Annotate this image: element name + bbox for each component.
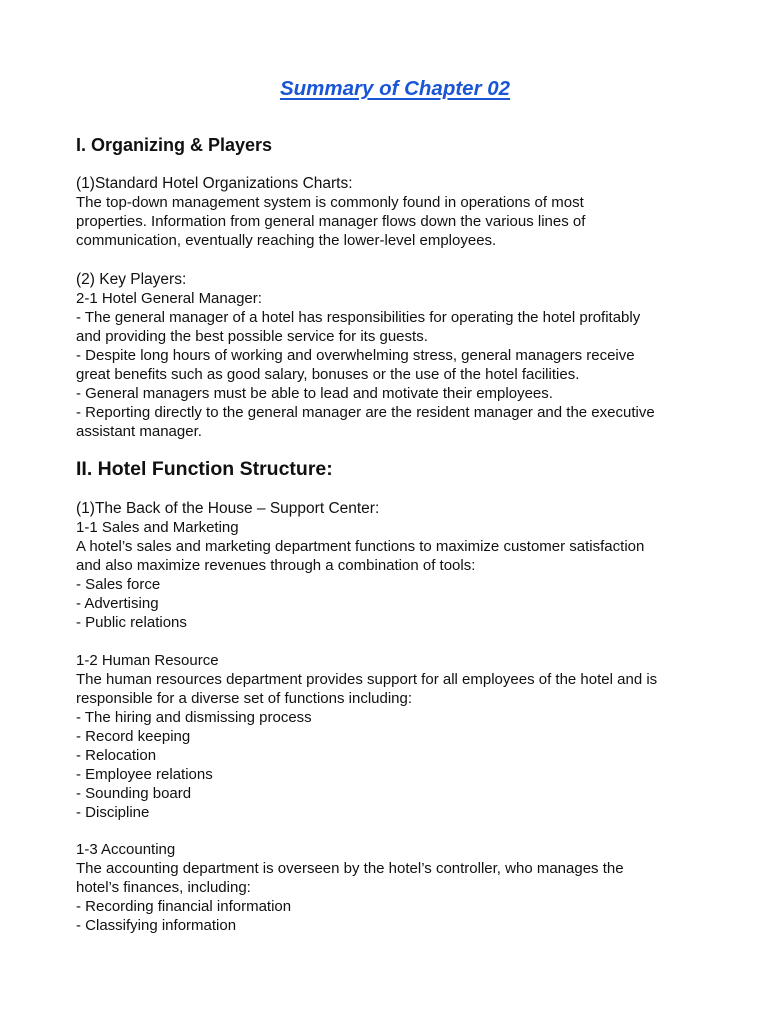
- paragraph-line: (2) Key Players:: [76, 271, 187, 288]
- paragraph-line: properties. Information from general manager flows down the various lines of: [76, 213, 586, 230]
- paragraph-line: - Employee relations: [76, 766, 213, 783]
- paragraph-accounting: [76, 840, 716, 935]
- paragraph-key-players: [76, 270, 716, 441]
- paragraph-line: hotel’s finances, including:: [76, 879, 251, 896]
- paragraph-line: and providing the best possible service for its guests.: [76, 328, 428, 345]
- paragraph-line: - Advertising: [76, 595, 159, 612]
- document-title: Summary of Chapter 02: [279, 77, 511, 100]
- paragraph-line: - Despite long hours of working and overwhelming stress, general managers receive: [76, 347, 635, 364]
- paragraph-line: communication, eventually reaching the lower-level employees.: [76, 232, 497, 249]
- paragraph-line: - Reporting directly to the general manager are the resident manager and the executive: [76, 404, 655, 421]
- paragraph-line: 2-1 Hotel General Manager:: [76, 290, 262, 307]
- paragraph-line: - The hiring and dismissing process: [76, 709, 312, 726]
- paragraph-line: The top-down management system is commonly found in operations of most: [76, 194, 584, 211]
- paragraph-line: 1-1 Sales and Marketing: [76, 519, 239, 536]
- paragraph-line: - Sounding board: [76, 785, 192, 802]
- paragraph-sales-marketing: [76, 499, 716, 632]
- paragraph-line: The accounting department is overseen by the hotel’s controller, who manages the: [76, 860, 624, 877]
- paragraph-line: - Relocation: [76, 747, 157, 764]
- paragraph-line: - Classifying information: [76, 917, 237, 934]
- paragraph-line: great benefits such as good salary, bonuses or the use of the hotel facilities.: [76, 366, 580, 383]
- paragraph-line: The human resources department provides support for all employees of the hotel and is: [76, 671, 658, 688]
- paragraph-line: - General managers must be able to lead and motivate their employees.: [76, 385, 553, 402]
- section-heading-organizing: I. Organizing & Players: [76, 135, 273, 155]
- paragraph-line: A hotel’s sales and marketing department functions to maximize customer satisfaction: [76, 538, 645, 555]
- paragraph-line: assistant manager.: [76, 423, 202, 440]
- paragraph-line: - Discipline: [76, 804, 150, 821]
- paragraph-line: (1)The Back of the House – Support Center:: [76, 500, 380, 517]
- paragraph-line: responsible for a diverse set of functions including:: [76, 690, 413, 707]
- paragraph-line: and also maximize revenues through a combination of tools:: [76, 557, 476, 574]
- paragraph-line: - The general manager of a hotel has responsibilities for operating the hotel profitably: [76, 309, 641, 326]
- section-heading-function-structure: II. Hotel Function Structure:: [76, 458, 333, 480]
- paragraph-line: - Public relations: [76, 614, 187, 631]
- paragraph-org-charts: [76, 174, 716, 250]
- paragraph-human-resource: [76, 651, 716, 822]
- paragraph-line: - Recording financial information: [76, 898, 292, 915]
- paragraph-line: (1)Standard Hotel Organizations Charts:: [76, 175, 353, 192]
- paragraph-line: 1-2 Human Resource: [76, 652, 219, 669]
- paragraph-line: - Sales force: [76, 576, 161, 593]
- paragraph-line: 1-3 Accounting: [76, 841, 176, 858]
- paragraph-line: - Record keeping: [76, 728, 191, 745]
